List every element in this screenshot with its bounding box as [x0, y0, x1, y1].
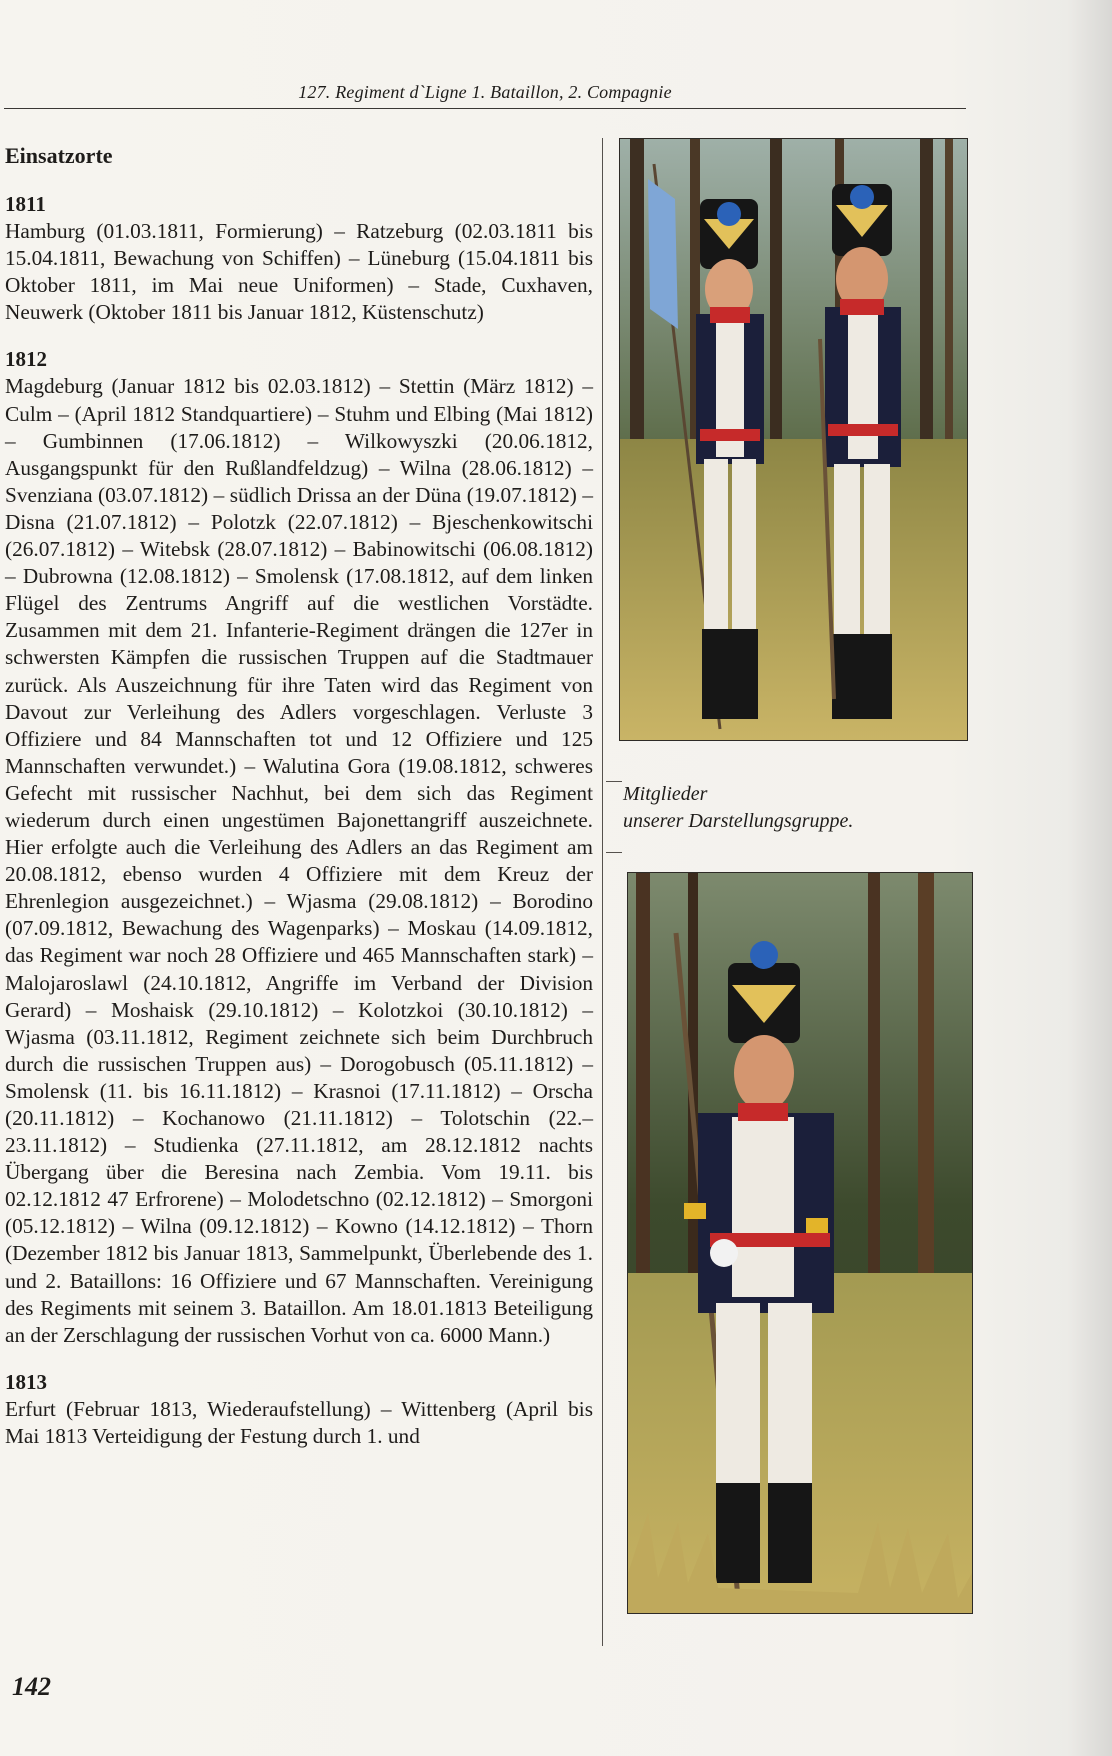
page-number: 142: [12, 1672, 51, 1701]
paragraph-1813: Erfurt (Februar 1813, Wiederaufstellung) – Wittenberg (April bis Mai 1813 Verteidigung der Festung durch 1. und: [5, 1396, 593, 1448]
paragraph-1812: Magdeburg (Januar 1812 bis 02.03.1812) – Stettin (März 1812) – Culm – (April 1812 Standquartiere) – Stuhm und Elbing (Mai 1812) – Gumbinnen (17.06.1812) – Wilkowyszki (20.06.1812, Ausgangspunkt für den Rußlandfeldzug) – Wilna (28.06.1812) – Svenziana (03.07.1812) – südlich Drissa an der Düna (19.07.1812) – Disna (21.07.1812) – Polotzk (22.07.1812) – Bjeschenkowitschi (26.07.1812) – Witebsk (28.07.1812) – Babinowitschi (06.08.1812) – Dubrowna (12.08.1812) – Smolensk (17.08.1812, auf dem linken Flügel des Zentrums Angriff auf die westlichen Vorstädte. Zusammen mit dem 21. Infanterie-Regiment drängen die 127er in schwersten Kämpfen die russischen Truppen auf die Stadtmauer zurück. Als Auszeichnung für ihre Taten wird das Regiment von Davout zur Verleihung des Adlers vorgeschlagen. Verluste 3 Offiziere und 84 Mannschaften tot und 12 Offiziere und 125 Mannschaften verwundet.) – Walutina Gora (19.08.1812, schweres Gefecht mit russischer Nachhut, bei dem sich das Regiment wiederum durch einen ungestümen Bajonettangriff auszeichnete. Hier erfolgte auch die Verleihung des Adlers an das Regiment am 20.08.1812, ebenso wurden 4 Offiziere mit dem Kreuz der Ehrenlegion ausgezeichnet.) – Wjasma (29.08.1812) – Borodino (07.09.1812, Bewachung des Wagenparks) – Moskau (14.09.1812, das Regiment war noch 28 Offiziere und 465 Mannschaften stark) – Malojaroslawl (24.10.1812, Angriffe im Verband der Division Gerard) – Moshaisk (29.10.1812) – Kolotzkoi (30.10.1812) – Wjasma (03.11.1812, Regiment zeichnete sich beim Durchbruch durch die russischen Truppen aus) – Dorogobusch (05.11.1812) – Smolensk (11. bis 16.11.1812) – Krasnoi (17.11.1812) – Orscha (20.11.1812) – Kochanowo (21.11.1812) – Tolotschin (22.–23.11.1812) – Studienka (27.11.1812, am 28.12.1812 nachts Übergang über die Beresina nach Zembia. Vom 19.11. bis 02.12.1812 47 Erfrorene) – Molodetschno (02.12.1812) – Smorgoni (05.12.1812) – Wilna (09.12.1812) – Kowno (14.12.1812) – Thorn (Dezember 1812 bis Januar 1813, Sammelpunkt, Überlebende des 1. und 2. Bataillons: 16 Offiziere und 67 Mannschaften. Vereinigung des Regiments mit seinem 3. Bataillon. Am 18.01.1813 Beteiligung an der Zerschlagung der russischen Vorhut von ca. 6000 Mann.): [5, 374, 593, 1347]
column-rule: [602, 138, 603, 1646]
single-soldier-illustration: [628, 873, 972, 1613]
year-heading-1811: 1811: [5, 192, 46, 217]
text-column: [5, 142, 593, 1470]
year-heading-1812: 1812: [5, 347, 47, 372]
caption-rule-top: [606, 781, 622, 782]
photo-two-soldiers: [619, 138, 968, 741]
caption-line-2: unserer Darstellungsgruppe.: [623, 810, 854, 832]
two-soldiers-illustration: [620, 139, 967, 740]
year-heading-1813: 1813: [5, 1369, 47, 1394]
paragraph-1811: Hamburg (01.03.1811, Formierung) – Ratzeburg (02.03.1811 bis 15.04.1811, Bewachung von Schiffen) – Lüneburg (15.04.1811 bis Oktober 1811, im Mai neue Uniformen) – Stade, Cuxhaven, Neuwerk (Oktober 1811 bis Januar 1812, Küstenschutz): [5, 219, 593, 325]
caption-rule-bottom: [606, 852, 622, 853]
photo-single-soldier: [627, 872, 973, 1614]
photo-caption: [623, 781, 923, 835]
running-head: 127. Regiment d`Ligne 1. Bataillon, 2. Compagnie: [298, 82, 672, 102]
caption-line-1: Mitglieder: [623, 783, 708, 805]
header-rule: [4, 108, 966, 109]
section-title: Einsatzorte: [5, 143, 113, 168]
